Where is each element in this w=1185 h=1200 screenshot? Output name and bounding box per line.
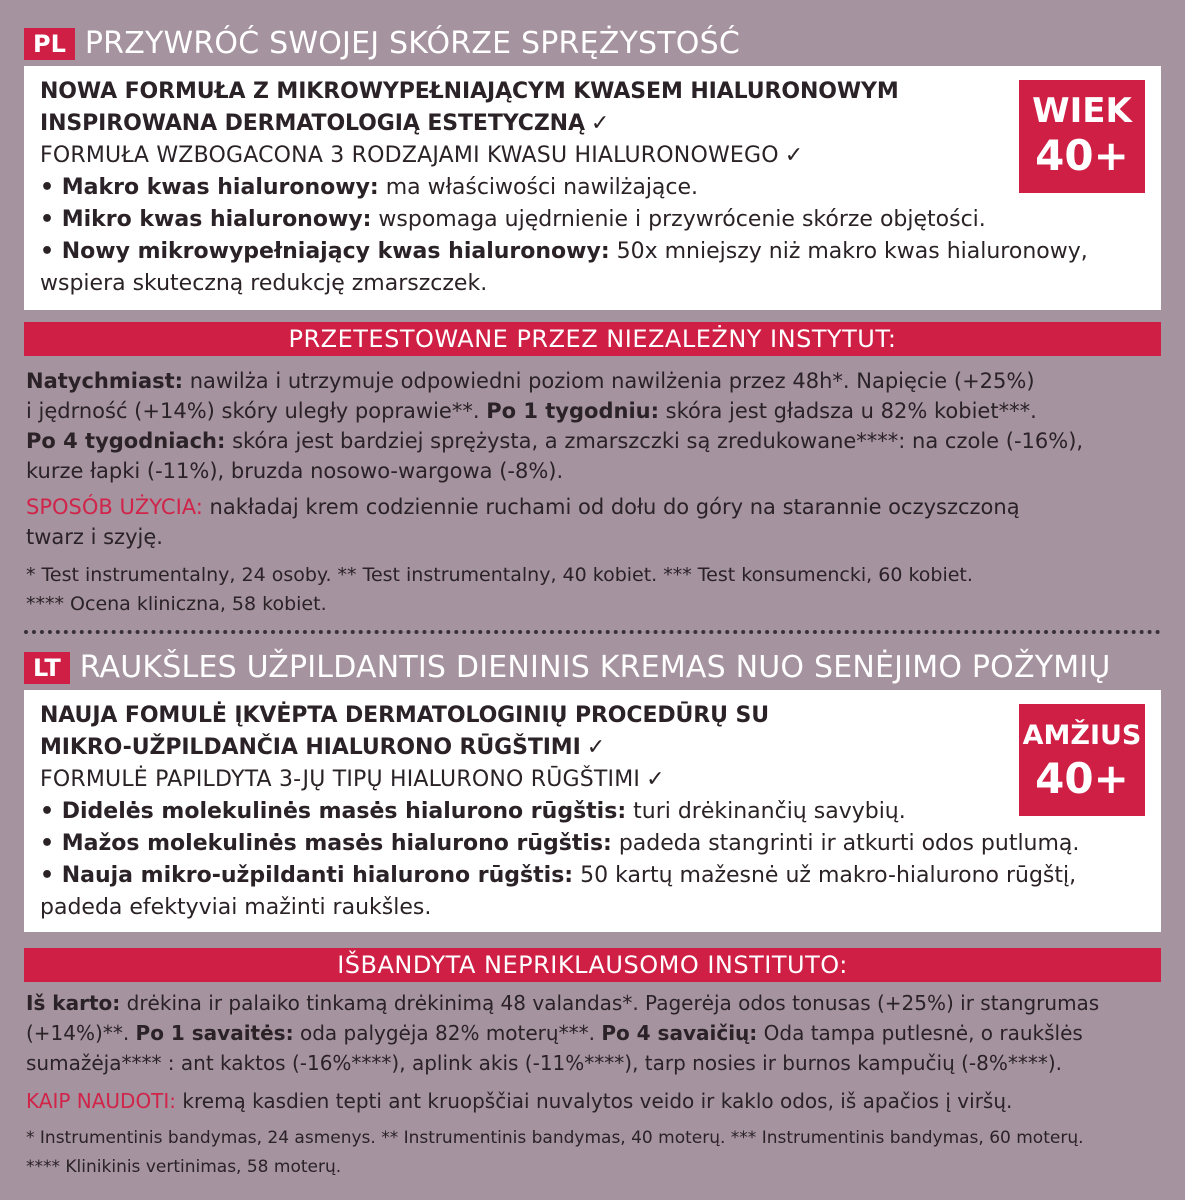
pl-age-badge [1019,80,1145,193]
list-item [40,860,1145,892]
check-icon: ✓ [784,143,804,168]
list-item [40,796,1145,828]
pl-headline-2-row [40,108,1145,140]
age-number: 40+ [1035,754,1129,803]
pl-headline-1: NOWA FORMUŁA Z MIKROWYPEŁNIAJĄCYM KWASEM HIALURONOWYM [40,79,899,104]
usage-label: SPOSÓB UŻYCIA: [26,495,203,519]
result-text: drėkina ir palaiko tinkamą drėkinimą 48 valandas*. Pagerėja odos tonusas (+25%) ir stangrumas [120,991,1100,1015]
result-text: i jędrność (+14%) skóry uległy poprawie**. [26,399,487,423]
result-label: Po 1 tygodniu: [486,399,659,423]
pl-headline-3-row [40,140,1145,172]
pl-footnotes [26,561,1166,619]
footnote: * Instrumentinis bandymas, 24 asmenys. ** Instrumentinis bandymas, 40 moterų. *** Instrumentinis bandymas, 60 moterų. [26,1128,1084,1148]
result-text: sumažėja**** : ant kaktos (-16%****), aplink akis (-11%****), tarp nosies ir burnos kampučių (-8%****). [26,1051,1063,1075]
section-divider [24,630,1161,634]
lt-formula-box [24,690,1161,932]
check-icon: ✓ [646,767,665,792]
bullet-continuation: padeda efektyviai mažinti raukšles. [40,895,432,920]
lt-headline-2-row [40,732,1145,764]
lt-headline-1: NAUJA FOMULĖ ĮKVĖPTA DERMATOLOGINIŲ PROCEDŪRŲ SU [40,703,769,728]
bullet-desc: wspomaga ujędrnienie i przywrócenie skórze objętości. [371,207,986,232]
result-text: oda palygėja 82% moterų***. [293,1021,602,1045]
age-word: AMŽIUS [1022,720,1142,751]
pl-section-header [24,26,740,61]
lt-age-badge [1019,704,1145,816]
usage-text: twarz i szyję. [26,525,163,549]
result-label: Po 1 savaitės: [135,1021,294,1045]
result-label: Po 4 tygodniach: [26,429,226,453]
result-label: Natychmiast: [26,369,184,393]
lt-results [26,988,1166,1078]
pl-headline-3: FORMUŁA WZBOGACONA 3 RODZAJAMI KWASU HIALURONOWEGO [40,143,779,168]
footnote: * Test instrumentalny, 24 osoby. ** Test instrumentalny, 40 kobiet. *** Test konsumencki, 60 kobiet. [26,564,973,586]
bullet-term: • Mažos molekulinės masės hialurono rūgštis: [40,831,612,856]
lt-footnotes [26,1124,1166,1182]
lt-usage [26,1086,1166,1116]
result-text: nawilża i utrzymuje odpowiedni poziom nawilżenia przez 48h*. Napięcie (+25%) [183,369,1035,393]
bullet-desc: padeda stangrinti ir atkurti odos putlumą. [611,831,1080,856]
result-label: Po 4 savaičių: [601,1021,758,1045]
bullet-continuation: wspiera skuteczną redukcję zmarszczek. [40,271,488,296]
list-item [40,236,1145,268]
usage-text: nakładaj krem codziennie ruchami od dołu do góry na starannie oczyszczoną [202,495,1020,519]
bullet-desc: ma właściwości nawilżające. [378,175,699,200]
age-word: WIEK [1032,91,1132,131]
pl-results [26,366,1166,486]
usage-text: kremą kasdien tepti ant kruopščiai nuvalytos veido ir kaklo odos, iš apačios į viršų. [176,1089,1013,1113]
pl-formula-box [24,66,1161,310]
check-icon: ✓ [586,735,606,760]
result-label: Iš karto: [26,991,121,1015]
lt-headline-2: MIKRO-UŽPILDANČIA HIALURONO RŪGŠTIMI [40,735,581,760]
lt-headline-3: FORMULĖ PAPILDYTA 3-JŲ TIPŲ HIALURONO RŪGŠTIMI [40,767,641,792]
pl-headline-2: INSPIROWANA DERMATOLOGIĄ ESTETYCZNĄ [40,111,585,136]
list-item [40,204,1145,236]
bullet-term: • Nowy mikrowypełniający kwas hialuronowy: [40,239,610,264]
list-item [40,828,1145,860]
list-item [40,172,1145,204]
pl-language-tag: PL [24,28,75,60]
result-text: skóra jest gładsza u 82% kobiet***. [659,399,1037,423]
bullet-term: • Makro kwas hialuronowy: [40,175,379,200]
age-number: 40+ [1035,131,1129,180]
bullet-desc: turi drėkinančių savybių. [626,799,906,824]
bullet-desc: 50 kartų mažesnė už makro-hialurono rūgštį, [573,863,1077,888]
usage-label: KAIP NAUDOTI: [26,1089,177,1113]
result-text: Oda tampa putlesnė, o raukšlės [757,1021,1083,1045]
result-text: (+14%)**. [26,1021,136,1045]
bullet-term: • Nauja mikro-užpildanti hialurono rūgštis: [40,863,574,888]
pl-tested-bar: PRZETESTOWANE PRZEZ NIEZALEŻNY INSTYTUT: [24,322,1161,356]
bullet-term: • Mikro kwas hialuronowy: [40,207,372,232]
lt-tested-bar: IŠBANDYTA NEPRIKLAUSOMO INSTITUTO: [24,948,1161,982]
bullet-desc: 50x mniejszy niż makro kwas hialuronowy, [609,239,1088,264]
pl-section-title: PRZYWRÓĆ SWOJEJ SKÓRZE SPRĘŻYSTOŚĆ [84,26,740,61]
result-text: skóra jest bardziej sprężysta, a zmarszczki są zredukowane****: na czole (-16%), [225,429,1084,453]
pl-usage [26,492,1166,552]
bullet-term: • Didelės molekulinės masės hialurono rūgštis: [40,799,627,824]
check-icon: ✓ [590,111,610,136]
result-text: kurze łapki (-11%), bruzda nosowo-wargowa (-8%). [26,459,564,483]
lt-section-header [24,650,1111,685]
lt-section-title: RAUKŠLES UŽPILDANTIS DIENINIS KREMAS NUO SENĖJIMO POŽYMIŲ [79,650,1111,685]
footnote: **** Klinikinis vertinimas, 58 moterų. [26,1157,342,1177]
footnote: **** Ocena kliniczna, 58 kobiet. [26,593,327,615]
lt-headline-3-row [40,764,1145,796]
lt-language-tag: LT [24,652,70,684]
